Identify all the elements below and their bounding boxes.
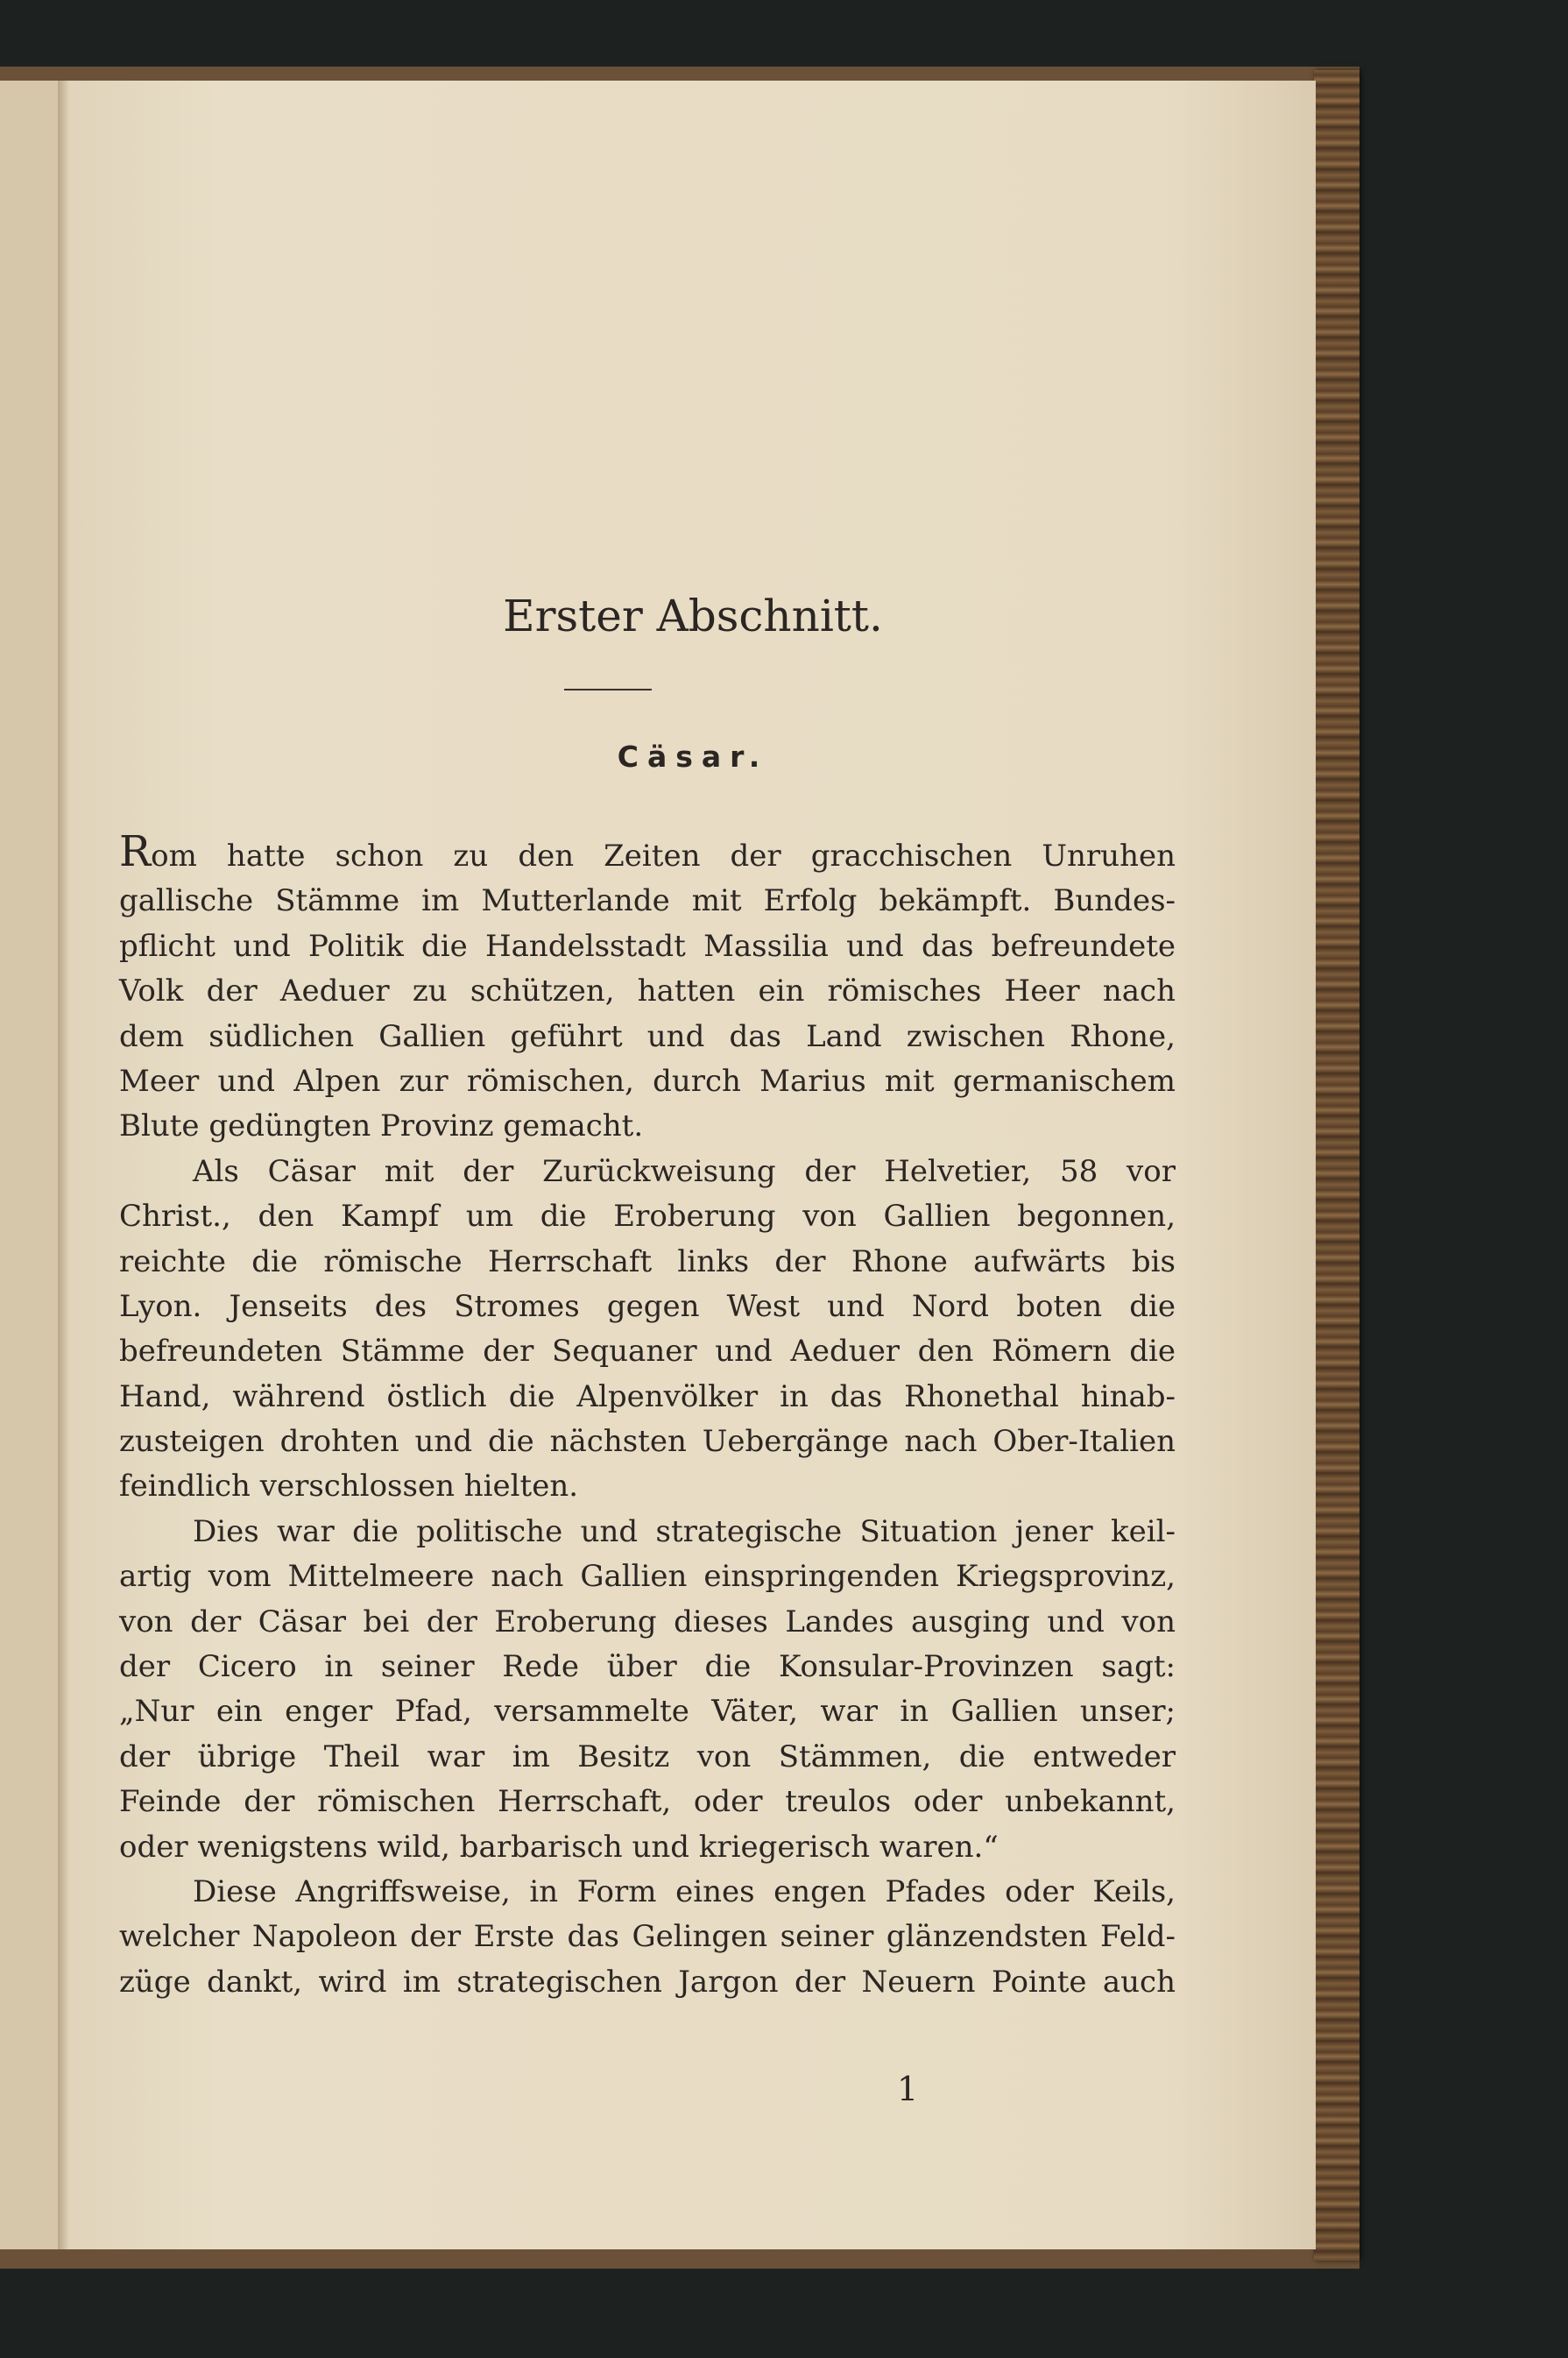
text-line: pflicht und Politik die Handelsstadt Massilia und das befreundete — [119, 928, 1176, 964]
book-board-bottom — [0, 2248, 1360, 2269]
text-line: Lyon. Jenseits des Stromes gegen West und Nord boten die — [119, 1288, 1176, 1324]
text-line: „Nur ein enger Pfad, versammelte Väter, war in Gallien unser; — [119, 1694, 1176, 1730]
body-text — [119, 827, 1176, 2005]
text-line: befreundeten Stämme der Sequaner und Aeduer den Römern die — [119, 1334, 1176, 1370]
heading-rule — [564, 689, 652, 690]
text-line: von der Cäsar bei der Eroberung dieses Landes ausging und von — [119, 1604, 1176, 1639]
text-line: Hand, während östlich die Alpenvölker in das Rhonethal hinab- — [119, 1378, 1176, 1414]
text-line: Rom hatte schon zu den Zeiten der gracchischen Unruhen — [119, 827, 1176, 876]
text-line: Feinde der römischen Herrschaft, oder treulos oder unbekannt, — [119, 1784, 1176, 1820]
text-line: feindlich verschlossen hielten. — [119, 1469, 579, 1505]
chapter-heading: Erster Abschnitt. — [503, 591, 883, 641]
text-line: Christ., den Kampf um die Eroberung von Gallien begonnen, — [119, 1199, 1176, 1235]
text-line: Volk der Aeduer zu schützen, hatten ein römisches Heer nach — [119, 974, 1176, 1009]
text-line: gallische Stämme im Mutterlande mit Erfolg bekämpft. Bundes- — [119, 883, 1176, 919]
page-number: 1 — [897, 2070, 919, 2108]
text-line: der Cicero in seiner Rede über die Konsular-Provinzen sagt: — [119, 1649, 1176, 1685]
book-board-edge — [1314, 70, 1360, 2261]
book-gutter — [58, 81, 70, 2249]
text-line: Meer und Alpen zur römischen, durch Marius mit germanischem — [119, 1063, 1176, 1099]
text-line: Diese Angriffsweise, in Form eines engen Pfades oder Keils, — [193, 1873, 1176, 1909]
text-line: zusteigen drohten und die nächsten Uebergänge nach Ober-Italien — [119, 1424, 1176, 1460]
text-line: der übrige Theil war im Besitz von Stämmen, die entweder — [119, 1738, 1176, 1774]
text-line: Blute gedüngten Provinz gemacht. — [119, 1108, 644, 1144]
chapter-subheading: Cäsar. — [617, 740, 769, 774]
text-line: artig vom Mittelmeere nach Gallien einspringenden Kriegsprovinz, — [119, 1559, 1176, 1595]
text-line: reichte die römische Herrschaft links der Rhone aufwärts bis — [119, 1243, 1176, 1279]
text-line: dem südlichen Gallien geführt und das Land zwischen Rhone, — [119, 1018, 1176, 1054]
facing-page-edge — [0, 81, 61, 2249]
drop-cap: R — [119, 827, 152, 876]
text-line: Dies war die politische und strategische Situation jener keil- — [193, 1513, 1176, 1549]
book-page — [70, 81, 1316, 2249]
text-line: oder wenigstens wild, barbarisch und kriegerisch waren.“ — [119, 1829, 999, 1865]
text-line: Als Cäsar mit der Zurückweisung der Helvetier, 58 vor — [193, 1153, 1176, 1189]
text-line: züge dankt, wird im strategischen Jargon der Neuern Pointe auch — [119, 1964, 1176, 2000]
text-line: welcher Napoleon der Erste das Gelingen seiner glänzendsten Feld- — [119, 1919, 1176, 1955]
